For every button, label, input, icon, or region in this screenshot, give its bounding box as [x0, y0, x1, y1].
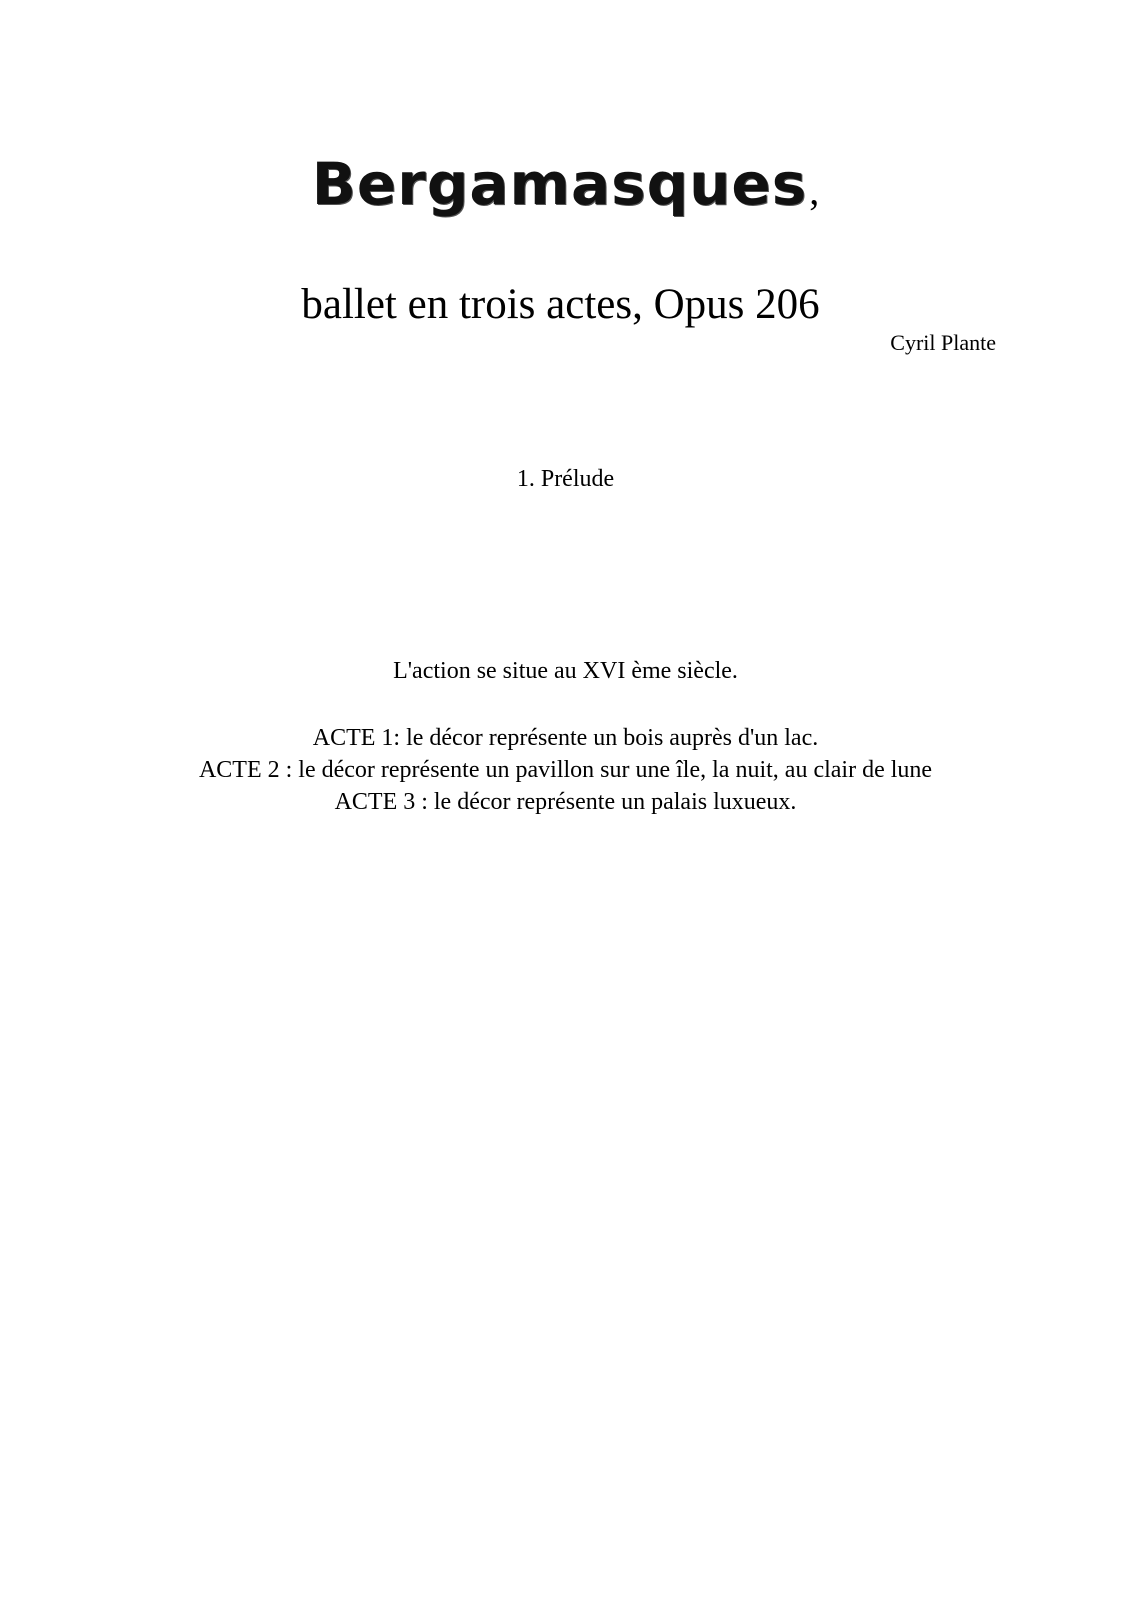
act-line: ACTE 3 : le décor représente un palais luxueux.: [334, 789, 797, 815]
subtitle: ballet en trois actes, Opus 206: [301, 281, 820, 328]
era-statement: L'action se situe au XVI ème siècle.: [393, 658, 738, 684]
act-line: ACTE 1: le décor représente un bois auprès d'un lac.: [312, 725, 819, 751]
title-punctuation: ,: [809, 168, 820, 213]
title-line: [0, 150, 1131, 218]
acts-list: [0, 722, 1131, 818]
act-line: ACTE 2 : le décor représente un pavillon sur une île, la nuit, au clair de lune: [198, 757, 933, 783]
section-heading: 1. Prélude: [516, 466, 615, 492]
author: Cyril Plante: [890, 330, 996, 355]
page-title: Bergamasques: [311, 150, 808, 218]
